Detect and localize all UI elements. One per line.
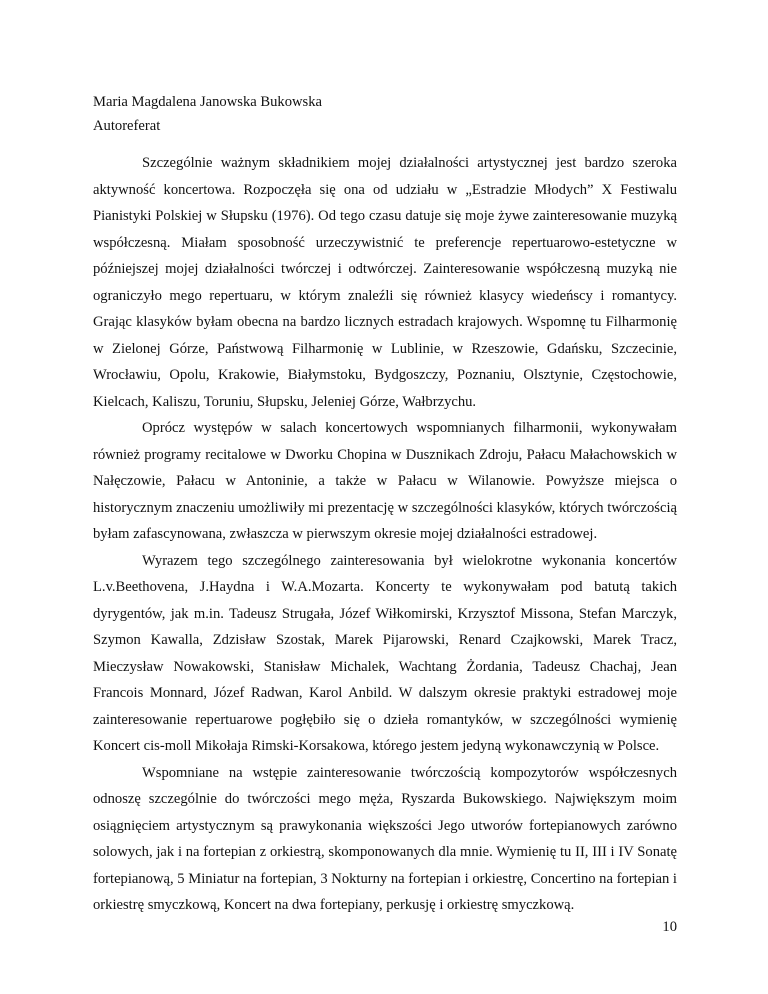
paragraph-contemporary-music: Wspomniane na wstępie zainteresowanie twórczością kompozytorów współczesnych odnoszę szczególnie do twórczości mego męża, Ryszarda Bukowskiego. Największym moim osiągnięciem artystycznym są prawykonania większości Jego utworów fortepianowych zarówno solowych, jak i na fortepian z orkiestrą, skomponowanych dla mnie. Wymienię tu II, III i IV Sonatę fortepianową, 5 Miniatur na fortepian, 3 Nokturny na fortepian i orkiestrę, Concertino na fortepian i orkiestrę smyczkową, Koncert na dwa fortepiany, perkusję i orkiestrę smyczkową. <box>93 764 677 913</box>
author-name: Maria Magdalena Janowska Bukowska <box>93 94 322 110</box>
document-body <box>93 150 677 919</box>
paragraph-recitals: Oprócz występów w salach koncertowych wspomnianych filharmonii, wykonywałam również programy recitalowe w Dworku Chopina w Dusznikach Zdroju, Pałacu Małachowskich w Nałęczowie, Pałacu w Antoninie, a także w Pałacu w Wilanowie. Powyższe miejsca o historycznym znaczeniu umożliwiły mi prezentację w szczególności klasyków, których twórczością byłam zafascynowana, zwłaszcza w pierwszym okresie mojej działalności estradowej. <box>93 420 677 542</box>
paragraph-concert-activity: Szczególnie ważnym składnikiem mojej działalności artystycznej jest bardzo szeroka aktywność koncertowa. Rozpoczęła się ona od udziału w „Estradzie Młodych” X Festiwalu Pianistyki Polskiej w Słupsku (1976). Od tego czasu datuje się moje żywe zainteresowanie muzyką współczesną. Miałam sposobność urzeczywistnić te preferencje repertuarowo-estetyczne w późniejszej mojej działalności twórczej i odtwórczej. Zainteresowanie współczesną muzyką nie ograniczyło mego repertuaru, w którym znaleźli się również klasycy wiedeńscy i romantycy. Grając klasyków byłam obecna na bardzo licznych estradach krajowych. Wspomnę tu Filharmonię w Zielonej Górze, Państwową Filharmonię w Lublinie, w Rzeszowie, Gdańsku, Szczecinie, Wrocławiu, Opolu, Krakowie, Białymstoku, Bydgoszczy, Poznaniu, Olsztynie, Częstochowie, Kielcach, Kaliszu, Toruniu, Słupsku, Jeleniej Górze, Wałbrzychu. <box>93 155 677 410</box>
paragraph-conductors: Wyrazem tego szczególnego zainteresowania był wielokrotne wykonania koncertów L.v.Beethovena, J.Haydna i W.A.Mozarta. Koncerty te wykonywałam pod batutą takich dyrygentów, jak m.in. Tadeusz Strugała, Józef Wiłkomirski, Krzysztof Missona, Stefan Marczyk, Szymon Kawalla, Zdzisław Szostak, Marek Pijarowski, Renard Czajkowski, Marek Tracz, Mieczysław Nowakowski, Stanisław Michalek, Wachtang Żordania, Tadeusz Chachaj, Jean Francois Monnard, Józef Radwan, Karol Anbild. W dalszym okresie praktyki estradowej moje zainteresowanie repertuarowe pogłębiło się o dzieła romantyków, w szczególności wymienię Koncert cis-moll Mikołaja Rimski-Korsakowa, którego jestem jedyną wykonawczynią w Polsce. <box>93 552 677 754</box>
page-number: 10 <box>662 919 677 935</box>
document-subtitle: Autoreferat <box>93 118 161 134</box>
